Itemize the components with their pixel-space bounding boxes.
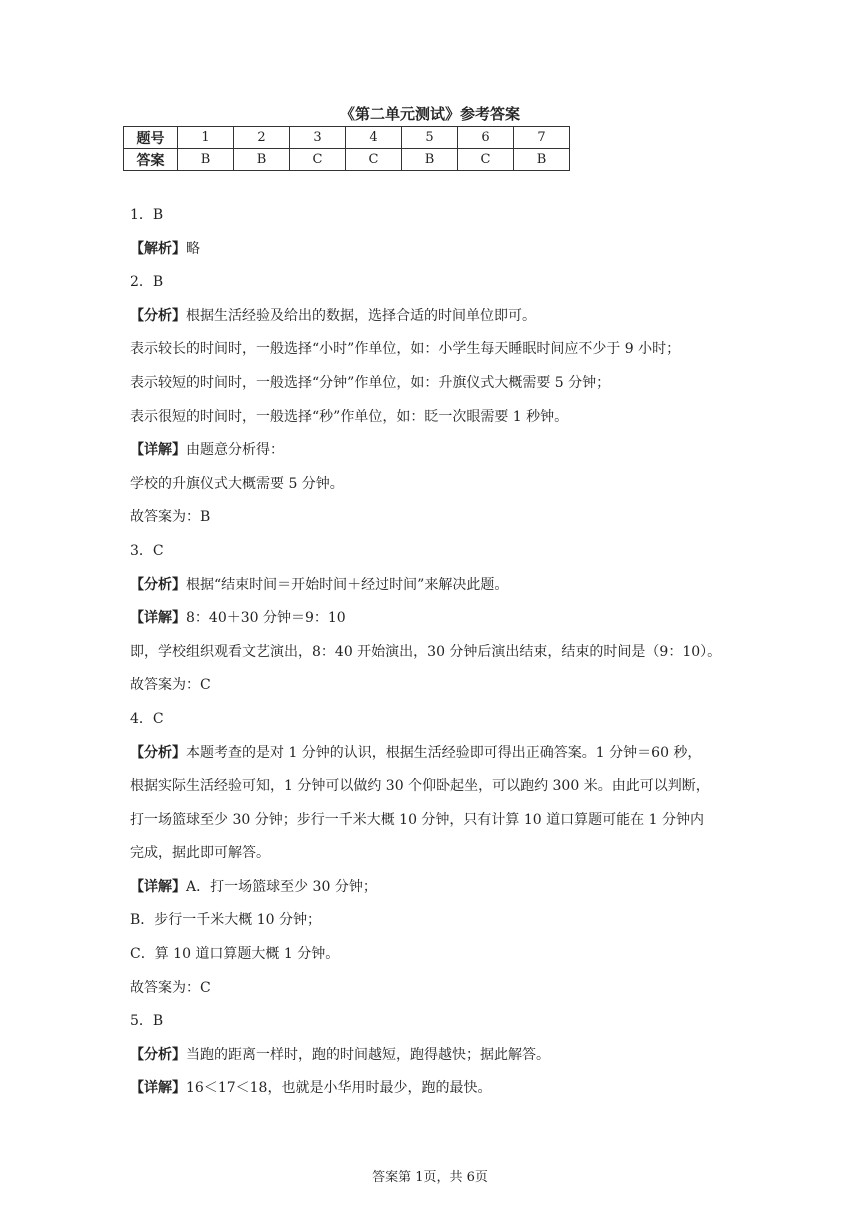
- text-line: [130, 770, 735, 804]
- line-text: 2．B: [130, 274, 164, 291]
- line-text: 故答案为：B: [130, 509, 211, 526]
- section-tag: 【分析】: [130, 576, 186, 593]
- page-title: 《第二单元测试》参考答案: [339, 105, 520, 123]
- line-text: 当跑的距离一样时，跑的时间越短，跑得越快；据此解答。: [186, 1046, 550, 1063]
- text-line: [130, 401, 735, 435]
- text-line: [130, 938, 735, 972]
- text-line: [130, 837, 735, 871]
- section-tag: 【详解】: [130, 1080, 186, 1097]
- text-line: [130, 300, 735, 334]
- answer-explanations: [130, 199, 735, 1106]
- line-text: 略: [186, 240, 200, 257]
- section-tag: 【解析】: [130, 240, 186, 257]
- table-cell: B: [514, 149, 570, 171]
- text-line: [130, 1005, 735, 1039]
- line-text: C．算 10 道口算题大概 1 分钟。: [130, 946, 340, 963]
- line-text: 根据实际生活经验可知，1 分钟可以做约 30 个仰卧起坐，可以跑约 300 米。由此可以判断，: [130, 778, 710, 795]
- table-cell: 7: [514, 127, 570, 149]
- table-row-numbers: [124, 127, 570, 149]
- text-line: [130, 669, 735, 703]
- table-cell: 6: [458, 127, 514, 149]
- text-line: [130, 434, 735, 468]
- text-line: [130, 199, 735, 233]
- text-line: [130, 737, 735, 771]
- line-text: 完成，据此即可解答。: [130, 845, 270, 862]
- table-cell: C: [290, 149, 346, 171]
- line-text: 根据“结束时间＝开始时间＋经过时间”来解决此题。: [186, 576, 509, 593]
- line-text: A．打一场篮球至少 30 分钟；: [186, 878, 377, 895]
- line-text: 根据生活经验及给出的数据，选择合适的时间单位即可。: [186, 307, 536, 324]
- table-cell: 4: [346, 127, 402, 149]
- text-line: [130, 904, 735, 938]
- row-header-question-number: 题号: [124, 127, 178, 149]
- section-tag: 【分析】: [130, 307, 186, 324]
- text-line: [130, 468, 735, 502]
- text-line: [130, 367, 735, 401]
- line-text: 故答案为：C: [130, 677, 211, 694]
- text-line: [130, 602, 735, 636]
- line-text: 即，学校组织观看文艺演出，8：40 开始演出，30 分钟后演出结束，结束的时间是（9：10）。: [130, 643, 722, 660]
- table-cell: 2: [234, 127, 290, 149]
- row-header-answer: 答案: [124, 149, 178, 171]
- answer-table: [123, 126, 570, 171]
- page-footer: 答案第 1页，共 6页: [372, 1170, 488, 1185]
- table-cell: C: [458, 149, 514, 171]
- section-tag: 【详解】: [130, 442, 186, 459]
- text-line: [130, 535, 735, 569]
- text-line: [130, 804, 735, 838]
- line-text: 3．C: [130, 542, 164, 559]
- text-line: [130, 703, 735, 737]
- line-text: 学校的升旗仪式大概需要 5 分钟。: [130, 475, 344, 492]
- line-text: 打一场篮球至少 30 分钟；步行一千米大概 10 分钟，只有计算 10 道口算题可能在 1 分钟内: [130, 811, 704, 828]
- line-text: B．步行一千米大概 10 分钟；: [130, 912, 322, 929]
- table-cell: B: [402, 149, 458, 171]
- text-line: [130, 636, 735, 670]
- line-text: 4．C: [130, 710, 164, 727]
- line-text: 表示很短的时间时，一般选择“秒”作单位，如：眨一次眼需要 1 秒钟。: [130, 408, 569, 425]
- section-tag: 【分析】: [130, 744, 186, 761]
- text-line: [130, 972, 735, 1006]
- section-tag: 【详解】: [130, 878, 186, 895]
- line-text: 5．B: [130, 1013, 164, 1030]
- text-line: [130, 333, 735, 367]
- section-tag: 【详解】: [130, 610, 186, 627]
- line-text: 表示较短的时间时，一般选择“分钟”作单位，如：升旗仪式大概需要 5 分钟；: [130, 374, 611, 391]
- line-text: 故答案为：C: [130, 979, 211, 996]
- table-cell: 1: [178, 127, 234, 149]
- line-text: 表示较长的时间时，一般选择“小时”作单位，如：小学生每天睡眠时间应不少于 9 小时；: [130, 341, 681, 358]
- table-cell: B: [178, 149, 234, 171]
- line-text: 8：40＋30 分钟＝9：10: [186, 610, 346, 627]
- table-cell: 5: [402, 127, 458, 149]
- table-cell: 3: [290, 127, 346, 149]
- section-tag: 【分析】: [130, 1046, 186, 1063]
- text-line: [130, 501, 735, 535]
- table-cell: C: [346, 149, 402, 171]
- line-text: 由题意分析得：: [186, 442, 284, 459]
- line-text: 16＜17＜18，也就是小华用时最少，跑的最快。: [186, 1080, 492, 1097]
- text-line: [130, 1039, 735, 1073]
- line-text: 1．B: [130, 207, 164, 223]
- text-line: [130, 233, 735, 267]
- text-line: [130, 569, 735, 603]
- table-cell: B: [234, 149, 290, 171]
- text-line: [130, 871, 735, 905]
- table-row-answers: [124, 149, 570, 171]
- text-line: [130, 1072, 735, 1106]
- line-text: 本题考查的是对 1 分钟的认识，根据生活经验即可得出正确答案。1 分钟＝60 秒，: [186, 744, 702, 761]
- text-line: [130, 266, 735, 300]
